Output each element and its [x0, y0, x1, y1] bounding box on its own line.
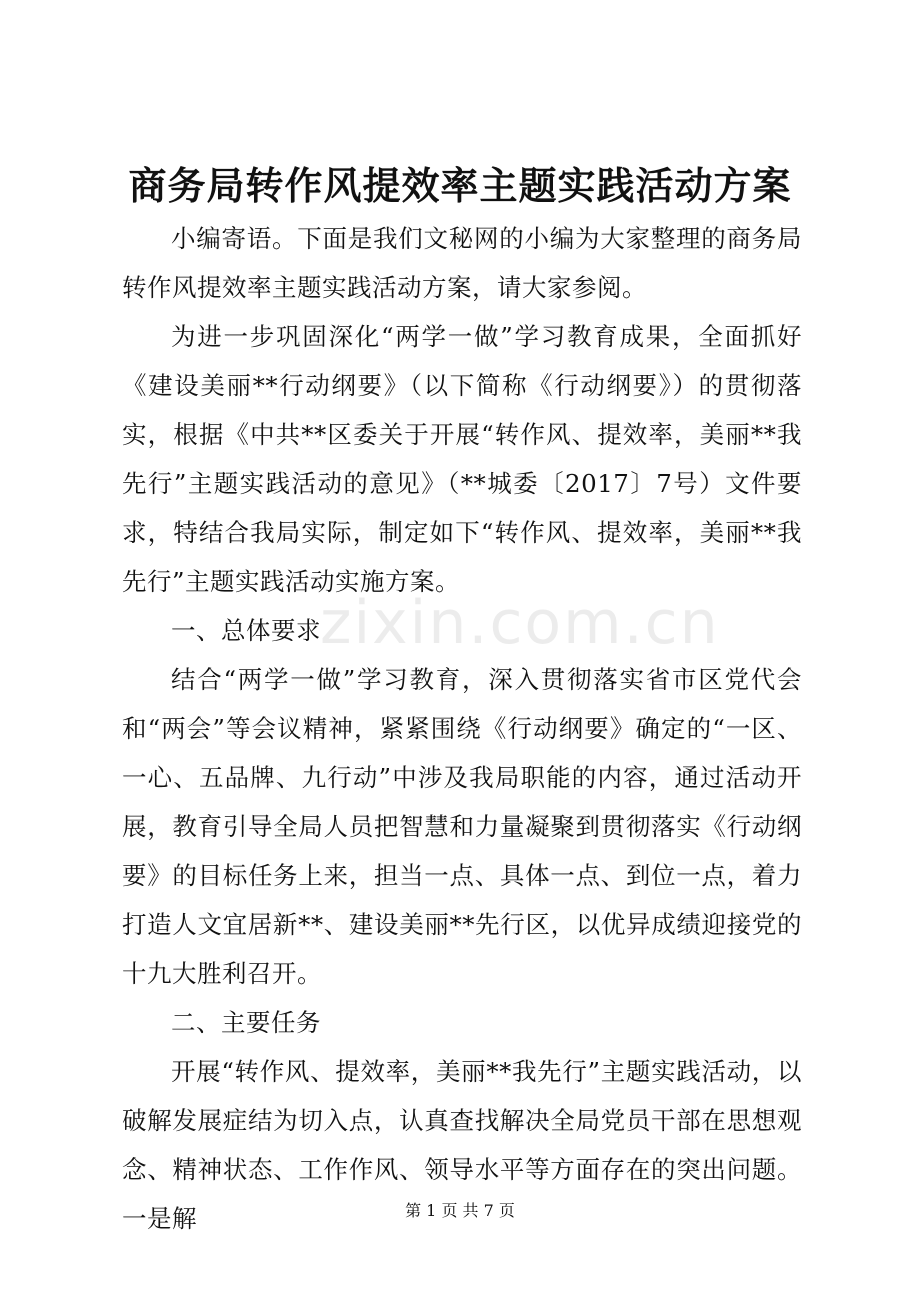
paragraph-intro: 小编寄语。下面是我们文秘网的小编为大家整理的商务局转作风提效率主题实践活动方案，请大家参阅。	[122, 224, 802, 302]
paragraph-purpose: 为进一步巩固深化“两学一做”学习教育成果，全面抓好《建设美丽**行动纲要》（以下简称《行动纲要》）的贯彻落实，根据《中共**区委关于开展“转作风、提效率，美丽**我先行”主题实践活动的意见》（**城委〔2017〕7号）文件要求，特结合我局实际，制定如下“转作风、提效率，美丽**我先行”主题实践活动实施方案。	[122, 322, 802, 596]
section-heading-main-tasks: 二、主要任务	[171, 1008, 321, 1037]
page-title: 商务局转作风提效率主题实践活动方案	[128, 164, 792, 208]
page-footer: 第 1 页 共 7 页	[405, 1201, 515, 1220]
paragraph-general-requirements: 结合“两学一做”学习教育，深入贯彻落实省市区党代会和“两会”等会议精神，紧紧围绕《行动纲要》确定的“一区、一心、五品牌、九行动”中涉及我局职能的内容，通过活动开展，教育引导全局人员把智慧和力量凝聚到贯彻落实《行动纲要》的目标任务上来，担当一点、具体一点、到位一点，着力打造人文宜居新**、建设美丽**先行区，以优异成绩迎接党的十九大胜利召开。	[122, 665, 802, 988]
section-heading-general-requirements: 一、总体要求	[171, 616, 321, 645]
paragraph-main-tasks: 开展“转作风、提效率，美丽**我先行”主题实践活动，以破解发展症结为切入点，认真查找解决全局党员干部在思想观念、精神状态、工作作风、领导水平等方面存在的突出问题。一是解	[122, 1057, 802, 1233]
document-body	[122, 214, 802, 1243]
watermark: zixin.com.cn	[320, 588, 720, 658]
